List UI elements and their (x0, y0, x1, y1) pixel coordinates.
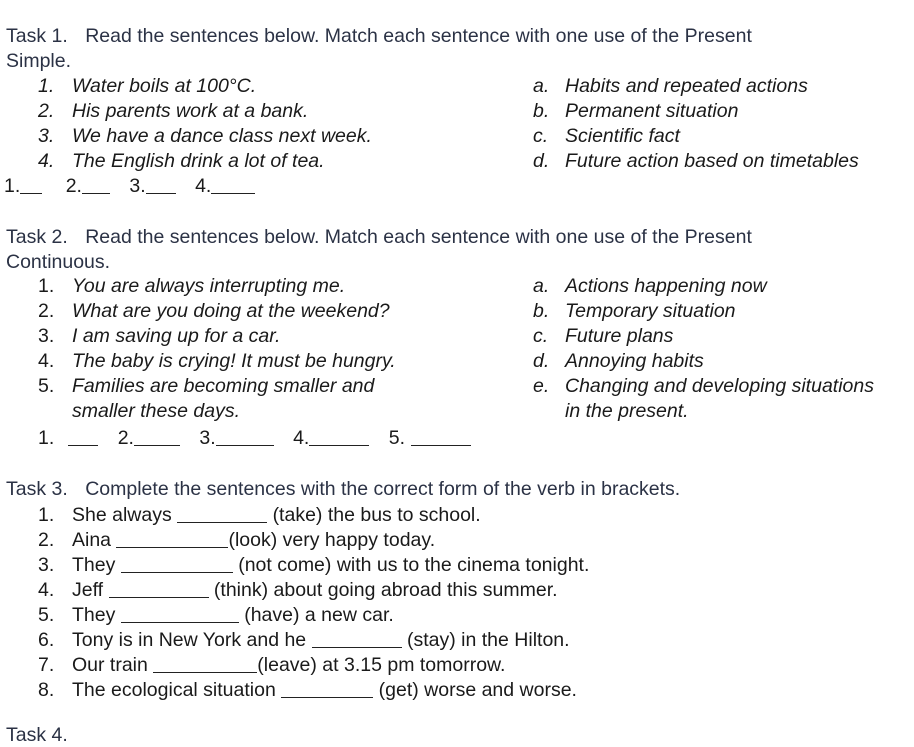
answer-blank[interactable] (211, 175, 255, 194)
answer-blank[interactable] (312, 629, 402, 648)
answer-blank[interactable] (109, 579, 209, 598)
list-item: 1. She always (take) the bus to school. (38, 504, 481, 526)
list-item: 8. The ecological situation (get) worse and worse. (38, 679, 577, 701)
list-item: b. Permanent situation (533, 100, 739, 122)
task3-instruction: Complete the sentences with the correct form of the verb in brackets. (85, 478, 681, 500)
task1-instruction: Read the sentences below. Match each sentence with one use of the Present (85, 25, 752, 47)
answer-blank[interactable] (177, 504, 267, 523)
list-item: 2. His parents work at a bank. (38, 100, 309, 122)
list-item: d. Annoying habits (533, 350, 704, 372)
answer-blank[interactable] (121, 604, 239, 623)
list-item: 4. The English drink a lot of tea. (38, 150, 325, 172)
list-item-continuation: in the present. (565, 400, 689, 422)
answer-blank[interactable] (68, 427, 98, 446)
task1-heading (6, 24, 906, 74)
answer-blank[interactable] (281, 679, 373, 698)
task1-label: Task 1. (6, 25, 68, 47)
task3-heading (6, 477, 906, 502)
list-item: 3. We have a dance class next week. (38, 125, 372, 147)
task2-sentence-list (38, 274, 396, 424)
answer-blank[interactable] (116, 529, 228, 548)
list-item: 1. Water boils at 100°C. (38, 75, 257, 97)
list-item: c. Future plans (533, 325, 674, 347)
task2-uses-list (533, 274, 874, 424)
task3-item-list (38, 503, 589, 703)
task4-heading-partial: Task 4. (6, 724, 68, 746)
answer-blank[interactable] (146, 175, 176, 194)
answer-blank[interactable] (411, 427, 471, 446)
list-item: 1. You are always interrupting me. (38, 275, 346, 297)
list-item: 4. Jeff (think) about going abroad this summer. (38, 579, 558, 601)
answer-blank[interactable] (20, 175, 42, 194)
task1-sentence-list (38, 74, 372, 174)
list-item: b. Temporary situation (533, 300, 736, 322)
list-item: 3. They (not come) with us to the cinema tonight. (38, 554, 590, 576)
list-item: e. Changing and developing situations (533, 375, 874, 397)
task2-instruction: Read the sentences below. Match each sentence with one use of the Present (85, 226, 752, 248)
answer-blank[interactable] (309, 427, 369, 446)
task1-uses-list (533, 74, 859, 174)
answer-blank[interactable] (134, 427, 180, 446)
answer-blank[interactable] (153, 654, 257, 673)
list-item: 2. Aina (look) very happy today. (38, 529, 436, 551)
task1-instruction-cont: Simple. (6, 50, 72, 72)
task2-instruction-cont: Continuous. (6, 251, 111, 273)
list-item: a. Habits and repeated actions (533, 75, 808, 97)
list-item: 5. Families are becoming smaller and (38, 375, 375, 397)
list-item: a. Actions happening now (533, 275, 767, 297)
list-item: 5. They (have) a new car. (38, 604, 394, 626)
answer-blank[interactable] (82, 175, 110, 194)
list-item: 6. Tony is in New York and he (stay) in the Hilton. (38, 629, 570, 651)
list-item: 7. Our train (leave) at 3.15 pm tomorrow. (38, 654, 506, 676)
list-item: d. Future action based on timetables (533, 150, 859, 172)
task2-heading (6, 225, 906, 275)
task3-label: Task 3. (6, 478, 68, 500)
list-item: 3. I am saving up for a car. (38, 325, 281, 347)
answer-blank[interactable] (216, 427, 274, 446)
list-item: 2. What are you doing at the weekend? (38, 300, 390, 322)
task2-label: Task 2. (6, 226, 68, 248)
task1-answer-row: 1. 2. 3. 4. (4, 174, 255, 199)
answer-blank[interactable] (121, 554, 233, 573)
list-item: c. Scientific fact (533, 125, 680, 147)
task2-answer-row: 1. 2. 3. 4. 5. (38, 426, 471, 451)
list-item-continuation: smaller these days. (72, 400, 240, 422)
list-item: 4. The baby is crying! It must be hungry. (38, 350, 396, 372)
